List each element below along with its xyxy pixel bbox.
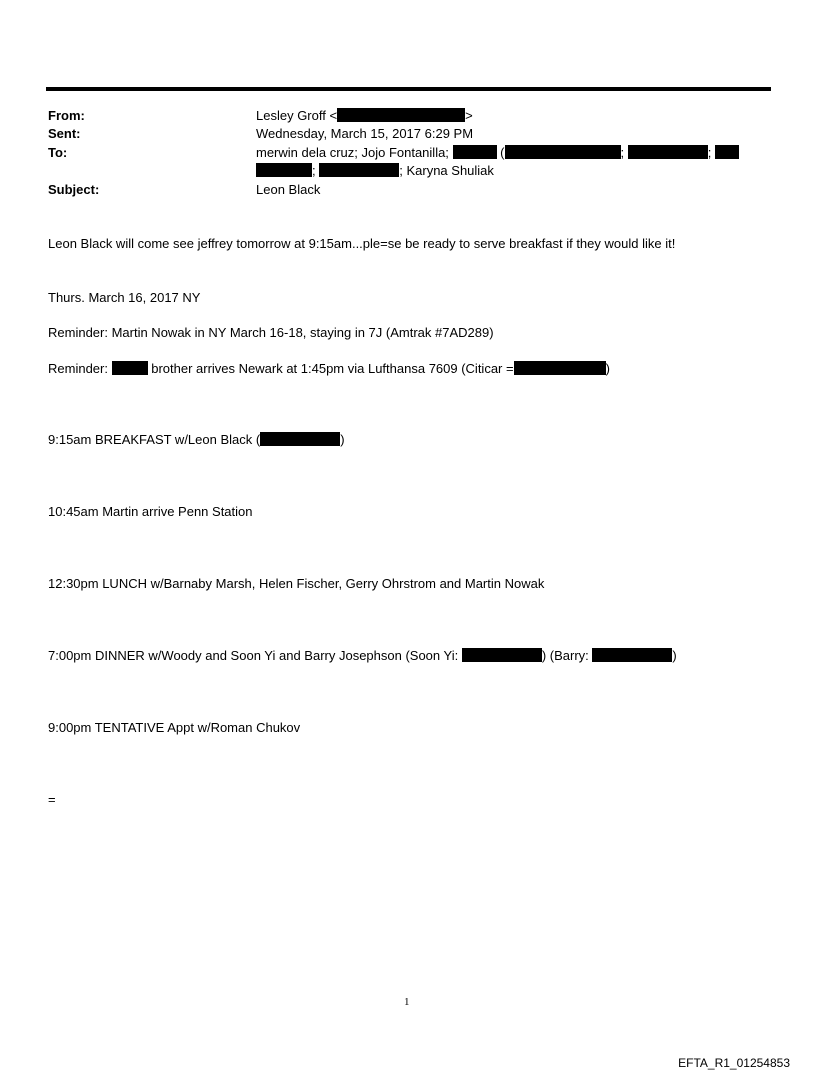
breakfast-line xyxy=(48,431,345,449)
dinner-line xyxy=(48,647,677,665)
bates-number: EFTA_R1_01254853 xyxy=(678,1056,790,1070)
arrival-line: 10:45am Martin arrive Penn Station xyxy=(48,504,253,519)
from-name: Lesley Groff < xyxy=(256,108,338,123)
redaction xyxy=(337,108,465,122)
dinner-text: 7:00pm DINNER w/Woody and Soon Yi and Barry Josephson (Soon Yi: xyxy=(48,648,459,663)
intro-text: Leon Black will come see jeffrey tomorrow at 9:15am...ple=se be ready to serve breakfast if they would like it! xyxy=(48,236,676,251)
reminder-text: brother arrives Newark at 1:45pm via Lufthansa 7609 (Citicar = xyxy=(151,361,514,376)
redaction xyxy=(505,145,621,159)
from-value xyxy=(256,107,473,125)
close-paren: ) xyxy=(672,648,677,663)
to-last-recipient: ; Karyna Shuliak xyxy=(399,163,494,178)
redaction xyxy=(715,145,739,159)
redaction xyxy=(514,361,606,375)
sent-value: Wednesday, March 15, 2017 6:29 PM xyxy=(256,126,474,141)
equals-line: = xyxy=(48,792,56,807)
redaction xyxy=(628,145,708,159)
to-value-line1 xyxy=(256,144,739,162)
to-value-line2 xyxy=(256,162,494,180)
sent-label: Sent: xyxy=(48,126,81,141)
redaction xyxy=(319,163,399,177)
dinner-mid: ) (Barry: xyxy=(541,648,589,663)
tentative-line: 9:00pm TENTATIVE Appt w/Roman Chukov xyxy=(48,720,301,735)
redaction xyxy=(260,432,340,446)
subject-value: Leon Black xyxy=(256,182,321,197)
to-label: To: xyxy=(48,145,68,160)
from-close: > xyxy=(465,108,473,123)
close-paren: ) xyxy=(340,432,345,447)
subject-label: Subject: xyxy=(48,182,100,197)
to-semi: ; xyxy=(707,145,712,160)
lunch-line: 12:30pm LUNCH w/Barnaby Marsh, Helen Fischer, Gerry Ohrstrom and Martin Nowak xyxy=(48,576,545,591)
date-line: Thurs. March 16, 2017 NY xyxy=(48,290,201,305)
reminder-label: Reminder: xyxy=(48,361,108,376)
to-semi: ; xyxy=(620,145,625,160)
page-number: 1 xyxy=(404,996,410,1008)
redaction xyxy=(462,648,542,662)
close-paren: ) xyxy=(605,361,610,376)
redaction xyxy=(256,163,312,177)
to-semi: ; xyxy=(312,163,316,178)
from-label: From: xyxy=(48,108,85,123)
redaction xyxy=(112,361,148,375)
reminder-line-1: Reminder: Martin Nowak in NY March 16-18, staying in 7J (Amtrak #7AD289) xyxy=(48,325,494,340)
redaction xyxy=(453,145,497,159)
to-paren: ( xyxy=(500,145,505,160)
reminder-line-2 xyxy=(48,360,610,378)
redaction xyxy=(592,648,672,662)
breakfast-text: 9:15am BREAKFAST w/Leon Black ( xyxy=(48,432,261,447)
to-recipients: merwin dela cruz; Jojo Fontanilla; xyxy=(256,145,449,160)
header-rule xyxy=(46,87,771,91)
